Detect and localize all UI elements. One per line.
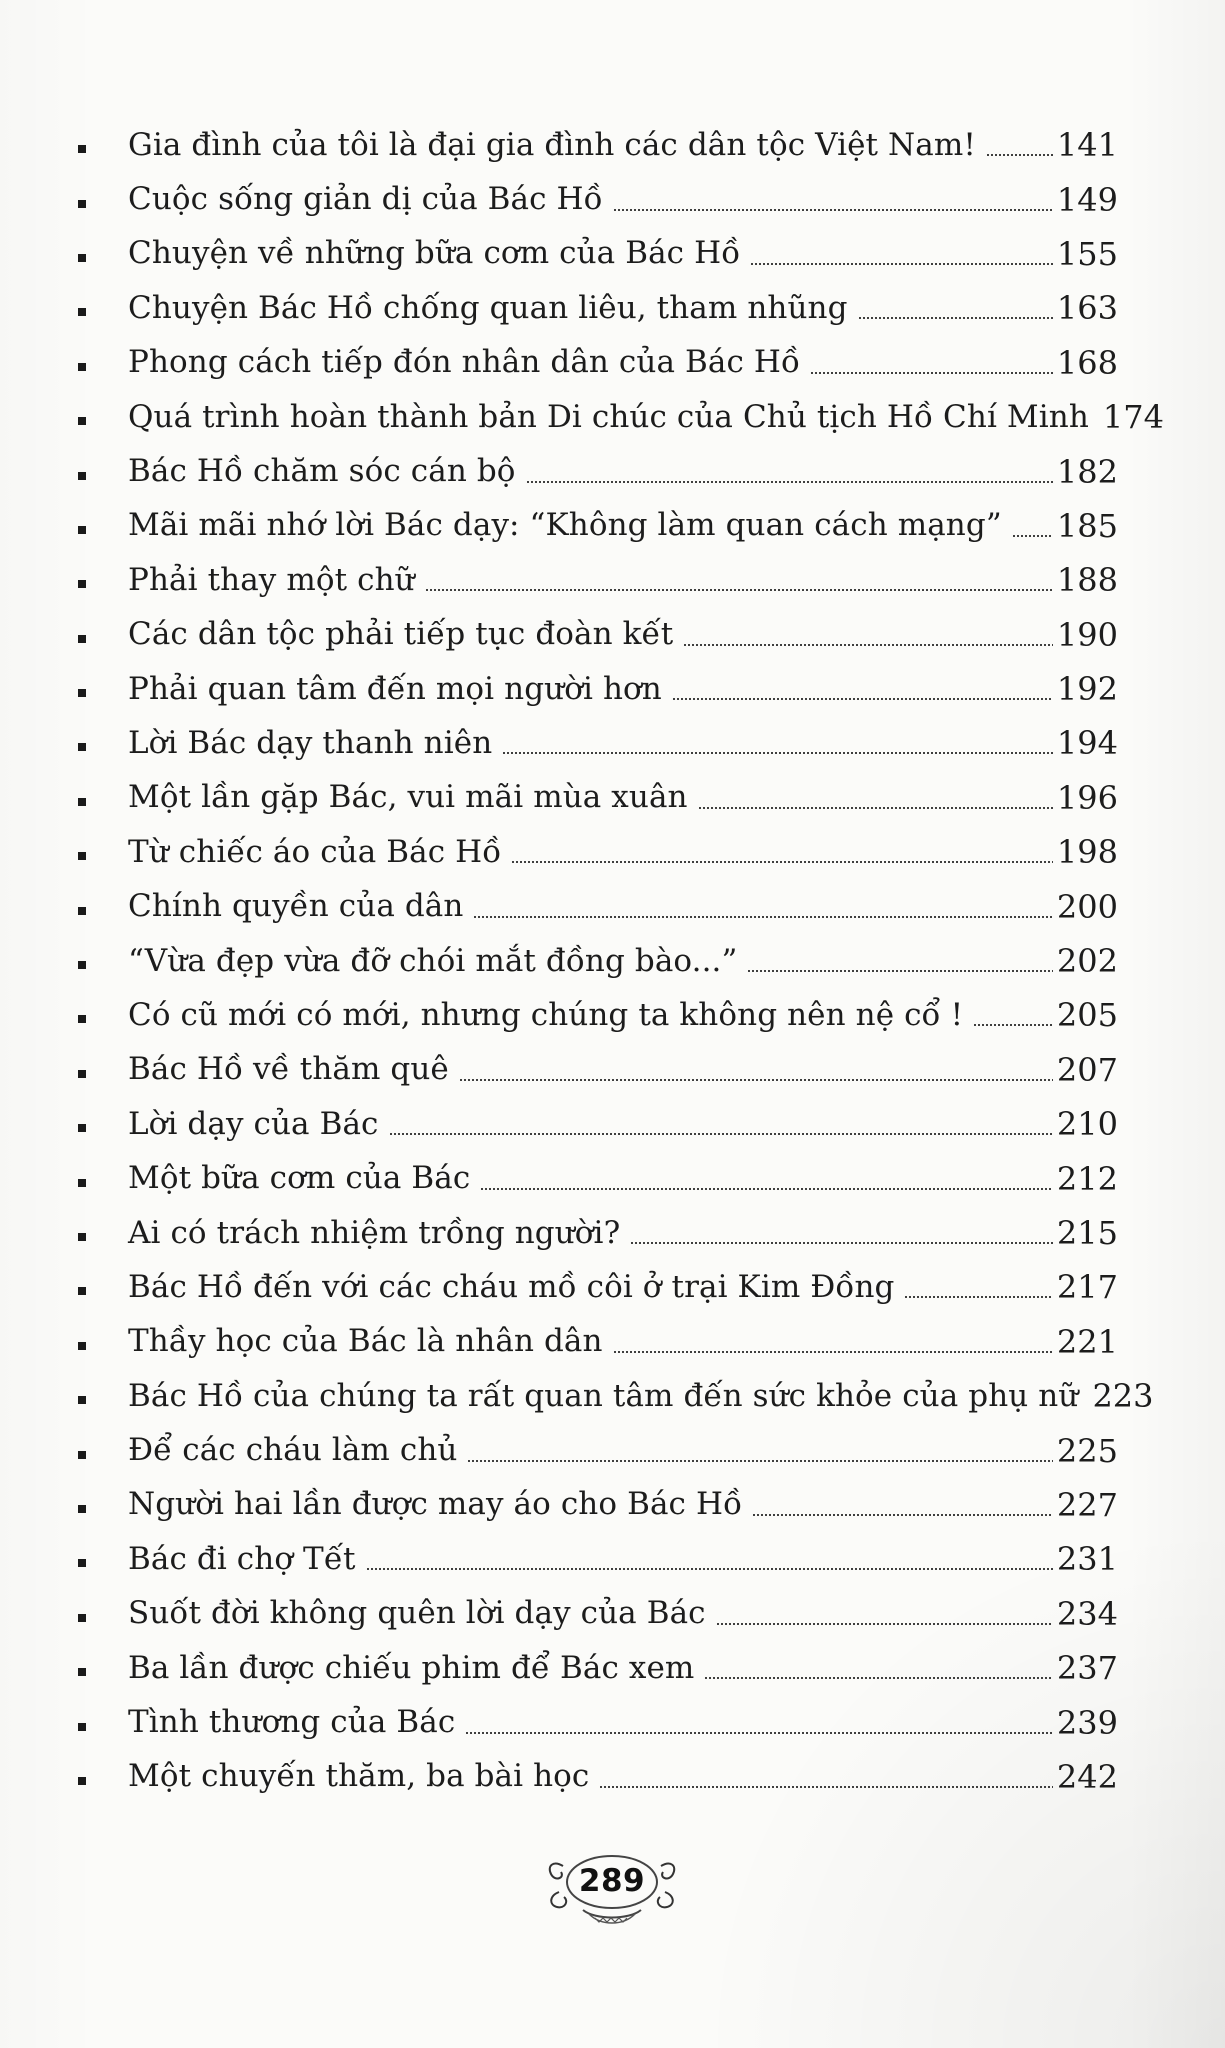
dot-leader (480, 1188, 1053, 1190)
dot-leader (752, 1514, 1053, 1516)
dot-leader (750, 263, 1053, 265)
toc-entry-title: Phải thay một chữ (128, 561, 415, 598)
toc-entry (78, 1587, 1118, 1641)
bullet-icon (78, 200, 86, 208)
toc-entry-page-number: 188 (1056, 561, 1118, 600)
dot-leader (465, 1732, 1053, 1734)
dot-leader (511, 861, 1053, 863)
toc-entry-page-number: 234 (1056, 1594, 1118, 1633)
dot-leader (704, 1677, 1053, 1679)
dot-leader (389, 1133, 1053, 1135)
toc-entry-title: Bác Hồ của chúng ta rất quan tâm đến sức khỏe của phụ nữ (128, 1377, 1079, 1414)
toc-entry-title: Người hai lần được may áo cho Bác Hồ (128, 1486, 743, 1523)
bullet-icon (78, 1287, 86, 1295)
toc-entry-title: Chuyện Bác Hồ chống quan liêu, tham nhũng (128, 289, 848, 326)
toc-entry (78, 227, 1118, 281)
bullet-icon (78, 1614, 86, 1622)
toc-entry-title: Ai có trách nhiệm trồng người? (128, 1214, 621, 1251)
dot-leader (672, 698, 1053, 700)
toc-entry-page-number: 192 (1056, 670, 1118, 709)
page-number: 289 (578, 1863, 646, 1899)
toc-entry (78, 608, 1118, 662)
bullet-icon (78, 798, 86, 806)
dot-leader (904, 1296, 1052, 1298)
toc-entry-page-number: 182 (1056, 452, 1118, 491)
dot-leader (613, 209, 1053, 211)
toc-entry-title: “Vừa đẹp vừa đỡ chói mắt đồng bào...” (128, 942, 738, 979)
bullet-icon (78, 1396, 86, 1404)
toc-entry-page-number: 149 (1056, 180, 1118, 219)
bullet-icon (78, 1015, 86, 1023)
toc-entry-title: Chính quyền của dân (128, 888, 464, 925)
toc-entry (78, 1478, 1118, 1532)
toc-entry (78, 662, 1118, 716)
toc-entry-title: Một chuyến thăm, ba bài học (128, 1758, 590, 1795)
dot-leader (613, 1351, 1053, 1353)
bullet-icon (78, 308, 86, 316)
toc-entry (78, 1369, 1154, 1423)
dot-leader (599, 1786, 1053, 1788)
toc-entry-title: Có cũ mới có mới, nhưng chúng ta không nên nệ cổ ! (128, 996, 964, 1033)
bullet-icon (78, 1233, 86, 1241)
bullet-icon (78, 1505, 86, 1513)
toc-entry-page-number: 221 (1056, 1322, 1118, 1361)
toc-entry-title: Thầy học của Bác là nhân dân (128, 1323, 603, 1360)
bullet-icon (78, 635, 86, 643)
dot-leader (973, 1024, 1053, 1026)
toc-entry-page-number: 239 (1056, 1703, 1118, 1742)
toc-entry-page-number: 196 (1056, 778, 1118, 817)
dot-leader (473, 916, 1052, 918)
toc-entry-title: Phải quan tâm đến mọi người hơn (128, 670, 662, 707)
toc-entry (78, 1641, 1118, 1695)
toc-entry-page-number: 163 (1056, 289, 1118, 328)
toc-entry (78, 879, 1118, 933)
toc-entry (78, 1750, 1118, 1804)
bullet-icon (78, 689, 86, 697)
toc-entry (78, 1315, 1118, 1369)
bullet-icon (78, 1124, 86, 1132)
toc-entry-page-number: 231 (1056, 1540, 1118, 1579)
toc-entry (78, 716, 1118, 770)
dot-leader (858, 317, 1053, 319)
toc-entry-page-number: 198 (1056, 833, 1118, 872)
dot-leader (1012, 535, 1053, 537)
dot-leader (366, 1568, 1053, 1570)
toc-entry-title: Quá trình hoàn thành bản Di chúc của Chủ tịch Hồ Chí Minh (128, 398, 1089, 435)
toc-entry-title: Gia đình của tôi là đại gia đình các dân tộc Việt Nam! (128, 126, 976, 163)
dot-leader (698, 807, 1053, 809)
dot-leader (467, 1460, 1052, 1462)
toc-entry-page-number: 225 (1056, 1431, 1118, 1470)
toc-entry (78, 499, 1118, 553)
dot-leader (810, 372, 1053, 374)
dot-leader (502, 752, 1053, 754)
toc-entry (78, 1423, 1118, 1477)
toc-entry-title: Phong cách tiếp đón nhân dân của Bác Hồ (128, 344, 801, 381)
toc-entry-title: Ba lần được chiếu phim để Bác xem (128, 1649, 695, 1686)
bullet-icon (78, 1342, 86, 1350)
bullet-icon (78, 852, 86, 860)
toc-entry (78, 1151, 1118, 1205)
toc-entry (78, 390, 1164, 444)
toc-entry (78, 336, 1118, 390)
bullet-icon (78, 363, 86, 371)
toc-entry (78, 1043, 1118, 1097)
toc-entry-page-number: 141 (1056, 126, 1118, 165)
bullet-icon (78, 1668, 86, 1676)
bullet-icon (78, 1723, 86, 1731)
dot-leader (526, 481, 1053, 483)
toc-entry-page-number: 207 (1056, 1050, 1118, 1089)
bullet-icon (78, 145, 86, 153)
dot-leader (747, 970, 1052, 972)
bullet-icon (78, 743, 86, 751)
toc-entry-title: Bác đi chợ Tết (128, 1540, 356, 1577)
toc-entry-page-number: 200 (1056, 887, 1118, 926)
toc-entry (78, 988, 1118, 1042)
toc-entry-page-number: 185 (1056, 506, 1118, 545)
toc-entry-page-number: 242 (1056, 1757, 1118, 1796)
toc-entry-title: Các dân tộc phải tiếp tục đoàn kết (128, 616, 674, 653)
toc-entry-title: Bác Hồ đến với các cháu mồ côi ở trại Kim Đồng (128, 1268, 895, 1305)
page-number-ornament (537, 1842, 687, 1932)
toc-entry-title: Cuộc sống giản dị của Bác Hồ (128, 181, 603, 218)
toc-entry-page-number: 210 (1056, 1105, 1118, 1144)
toc-entry-title: Chuyện về những bữa cơm của Bác Hồ (128, 235, 741, 272)
toc-entry (78, 118, 1118, 172)
toc-entry-page-number: 215 (1056, 1214, 1118, 1252)
toc-entry (78, 553, 1118, 607)
toc-entry (78, 825, 1118, 879)
bullet-icon (78, 1559, 86, 1567)
toc-entry-title: Lời Bác dạy thanh niên (128, 724, 493, 761)
dot-leader (986, 154, 1053, 156)
toc-entry-page-number: 155 (1056, 234, 1118, 273)
toc-entry-title: Bác Hồ về thăm quê (128, 1051, 449, 1088)
dot-leader (630, 1242, 1053, 1244)
table-of-contents-list (78, 118, 1164, 1804)
dot-leader (683, 644, 1053, 646)
toc-entry (78, 1260, 1118, 1314)
toc-entry-title: Suốt đời không quên lời dạy của Bác (128, 1595, 706, 1632)
toc-entry (78, 1097, 1118, 1151)
toc-entry (78, 1206, 1118, 1260)
bullet-icon (78, 526, 86, 534)
bullet-icon (78, 417, 86, 425)
toc-entry (78, 281, 1118, 335)
toc-entry-page-number: 174 (1102, 398, 1164, 437)
toc-entry-page-number: 223 (1092, 1377, 1154, 1416)
toc-entry-title: Bác Hồ chăm sóc cán bộ (128, 453, 516, 490)
dot-leader (459, 1079, 1053, 1081)
toc-entry-page-number: 202 (1056, 942, 1118, 981)
toc-entry (78, 1532, 1118, 1586)
bullet-icon (78, 254, 86, 262)
bullet-icon (78, 1777, 86, 1785)
toc-entry (78, 444, 1118, 498)
bullet-icon (78, 961, 86, 969)
toc-entry-page-number: 194 (1056, 724, 1118, 763)
dot-leader (425, 589, 1053, 591)
toc-entry (78, 172, 1118, 226)
bullet-icon (78, 472, 86, 480)
toc-entry-page-number: 205 (1056, 996, 1118, 1035)
toc-entry-title: Một bữa cơm của Bác (128, 1160, 471, 1197)
toc-entry (78, 771, 1118, 825)
toc-entry (78, 934, 1118, 988)
toc-entry-title: Từ chiếc áo của Bác Hồ (128, 833, 502, 870)
toc-entry-page-number: 168 (1056, 343, 1118, 382)
bullet-icon (78, 907, 86, 915)
bullet-icon (78, 580, 86, 588)
bullet-icon (78, 1070, 86, 1078)
toc-entry-title: Lời dạy của Bác (128, 1105, 379, 1142)
toc-entry-title: Một lần gặp Bác, vui mãi mùa xuân (128, 779, 688, 816)
toc-entry (78, 1695, 1118, 1749)
toc-entry-page-number: 190 (1056, 615, 1118, 654)
dot-leader (716, 1623, 1053, 1625)
toc-entry-page-number: 227 (1056, 1485, 1118, 1524)
bullet-icon (78, 1451, 86, 1459)
toc-entry-page-number: 212 (1056, 1159, 1118, 1198)
toc-entry-title: Tình thương của Bác (128, 1704, 456, 1741)
toc-entry-title: Để các cháu làm chủ (128, 1432, 458, 1469)
toc-entry-title: Mãi mãi nhớ lời Bác dạy: “Không làm quan cách mạng” (128, 507, 1002, 544)
toc-entry-page-number: 217 (1056, 1268, 1118, 1307)
bullet-icon (78, 1179, 86, 1187)
toc-entry-page-number: 237 (1056, 1649, 1118, 1688)
